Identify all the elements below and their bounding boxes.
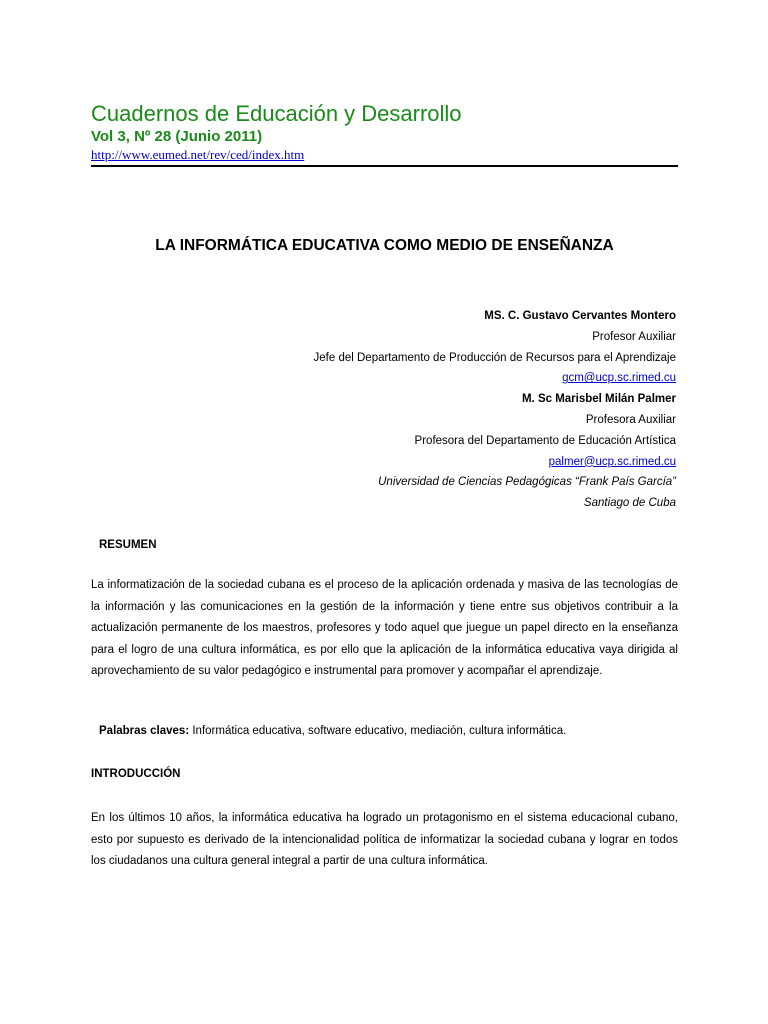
journal-volume: Vol 3, Nº 28 (Junio 2011) xyxy=(91,128,263,145)
keywords-text: Informática educativa, software educativo, mediación, cultura informática. xyxy=(189,725,567,737)
city: Santiago de Cuba xyxy=(583,497,676,510)
introduccion-heading: INTRODUCCIÓN xyxy=(91,768,181,780)
header-divider xyxy=(91,165,678,167)
author1-name: MS. C. Gustavo Cervantes Montero xyxy=(484,310,676,322)
keywords-label: Palabras claves: xyxy=(99,725,190,737)
author1-email-link[interactable]: gcm@ucp.sc.rimed.cu xyxy=(562,372,676,385)
journal-title: Cuadernos de Educación y Desarrollo xyxy=(91,101,462,126)
author-block xyxy=(89,306,676,514)
author2-department: Profesora del Departamento de Educación Artística xyxy=(414,434,676,447)
introduccion-paragraph: En los últimos 10 años, la informática educativa ha logrado un protagonismo en el sistema educacional cubano, esto por supuesto es derivado de la intencionalidad política de informatizar la sociedad cubana y lograr en todos los ciudadanos una cultura general integral a partir de una cultura informática. xyxy=(91,812,678,867)
resumen-heading: RESUMEN xyxy=(99,539,157,551)
institution: Universidad de Ciencias Pedagógicas “Frank País García” xyxy=(378,476,676,489)
resumen-paragraph: La informatización de la sociedad cubana es el proceso de la aplicación ordenada y masiva de las tecnologías de la información y las comunicaciones en la gestión de la información y tiene entre sus objetivos contribuir a la actualización permanente de los maestros, profesores y todo aquel que juegue un papel directo en la enseñanza para el logro de una cultura informática, es por ello que la aplicación de la informática educativa vaya dirigida al aprovechamiento de su valor pedagógico e instrumental para promover y acompañar el aprendizaje. xyxy=(91,579,678,677)
article-title: LA INFORMÁTICA EDUCATIVA COMO MEDIO DE ENSEÑANZA xyxy=(155,237,614,254)
author2-email-link[interactable]: palmer@ucp.sc.rimed.cu xyxy=(548,455,676,468)
author1-department: Jefe del Departamento de Producción de Recursos para el Aprendizaje xyxy=(313,351,676,364)
author2-role: Profesora Auxiliar xyxy=(585,413,676,426)
author2-name: M. Sc Marisbel Milán Palmer xyxy=(521,393,676,406)
keywords-line xyxy=(99,725,566,737)
author1-role: Profesor Auxiliar xyxy=(592,330,676,343)
journal-url-link[interactable]: http://www.eumed.net/rev/ced/index.htm xyxy=(91,147,305,162)
